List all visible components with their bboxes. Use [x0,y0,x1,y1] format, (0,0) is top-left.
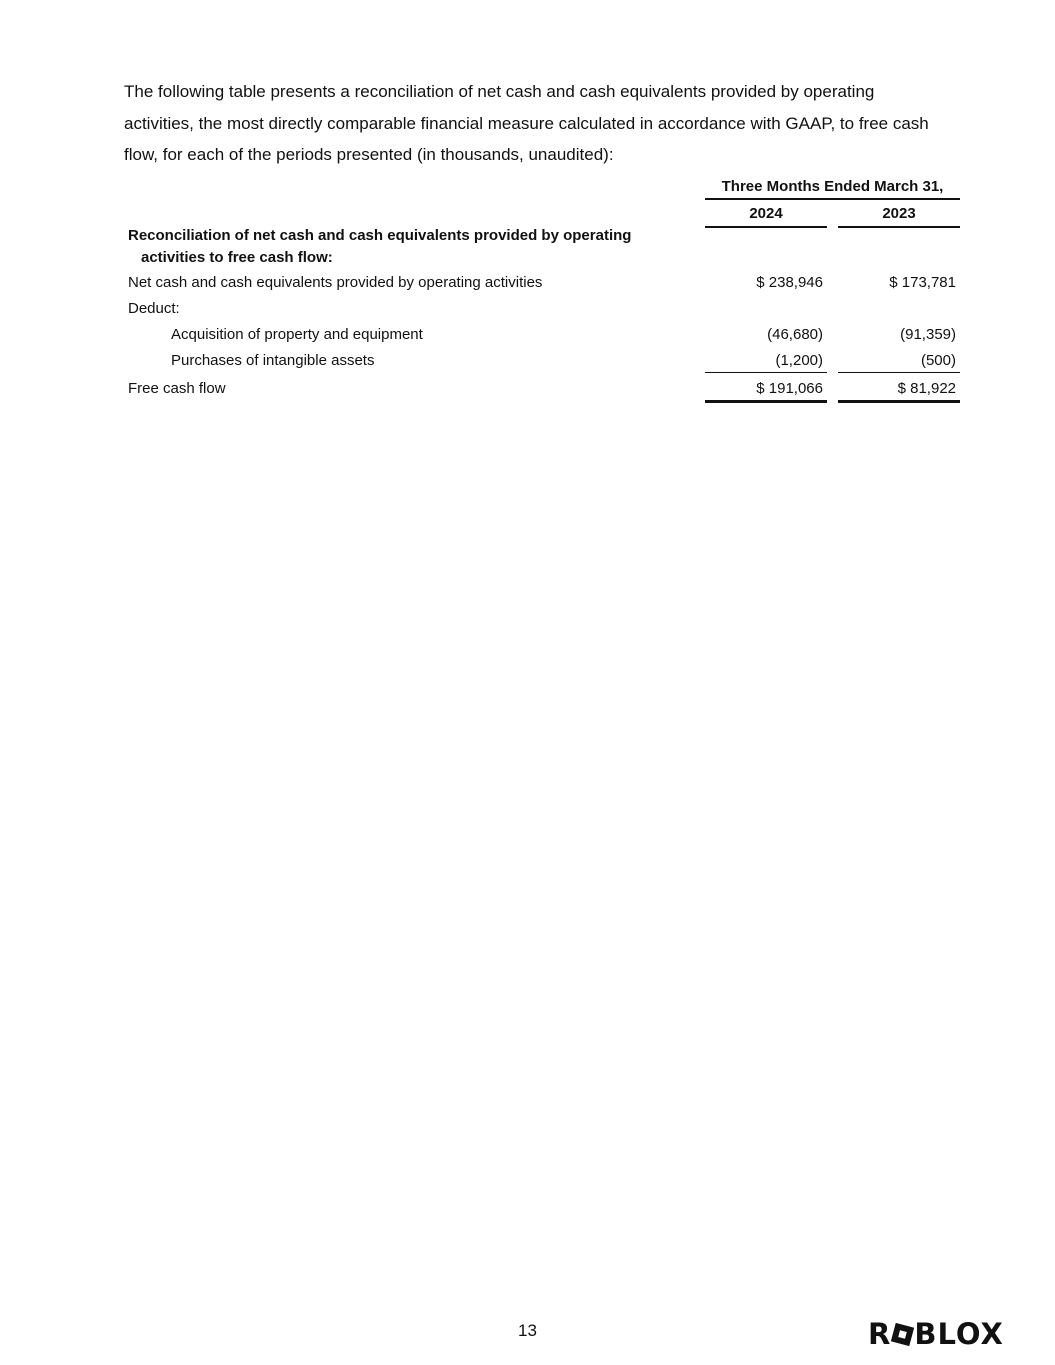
value-free-cash-flow-2023: $ 81,922 [897,380,956,397]
column-rule-2024 [705,226,827,228]
logo-letter-r: R [868,1317,892,1351]
logo-letters-blox: BLOX [914,1317,1004,1351]
period-header: Three Months Ended March 31, [721,178,944,195]
total-double-rule-2024 [705,400,827,403]
value-property-equipment-2024: (46,680) [767,326,823,343]
total-double-rule-2023 [838,400,960,403]
row-label-property-equipment: Acquisition of property and equipment [171,326,423,343]
header-rule [705,198,960,200]
section-title-line2: activities to free cash flow: [141,249,333,266]
row-label-net-cash: Net cash and cash equivalents provided by operating activities [128,274,543,291]
column-header-2024: 2024 [749,205,783,222]
value-net-cash-2024: $ 238,946 [756,274,823,291]
logo-tile-icon [891,1322,914,1345]
value-free-cash-flow-2024: $ 191,066 [756,380,823,397]
value-intangible-assets-2023: (500) [920,352,956,369]
free-cash-flow-table [0,0,1055,420]
subtotal-rule-2023 [838,372,960,373]
page-number: 13 [518,1321,537,1340]
value-intangible-assets-2024: (1,200) [775,352,823,369]
intro-paragraph: The following table presents a reconciliation of net cash and cash equivalents provided by operating activities, the most directly comparable financial measure calculated in accordance with GAAP, to free cash flow, for each of the periods presented (in thousands, unaudited): [124,82,929,164]
row-label-free-cash-flow: Free cash flow [128,380,226,397]
subtotal-rule-2024 [705,372,827,373]
row-label-deduct: Deduct: [128,300,180,317]
column-header-2023: 2023 [882,205,916,222]
row-label-intangible-assets: Purchases of intangible assets [171,352,375,369]
column-rule-2023 [838,226,960,228]
roblox-logo [868,1318,1004,1350]
value-property-equipment-2023: (91,359) [900,326,956,343]
value-net-cash-2023: $ 173,781 [889,274,956,291]
section-title-line1: Reconciliation of net cash and cash equivalents provided by operating [128,227,632,244]
